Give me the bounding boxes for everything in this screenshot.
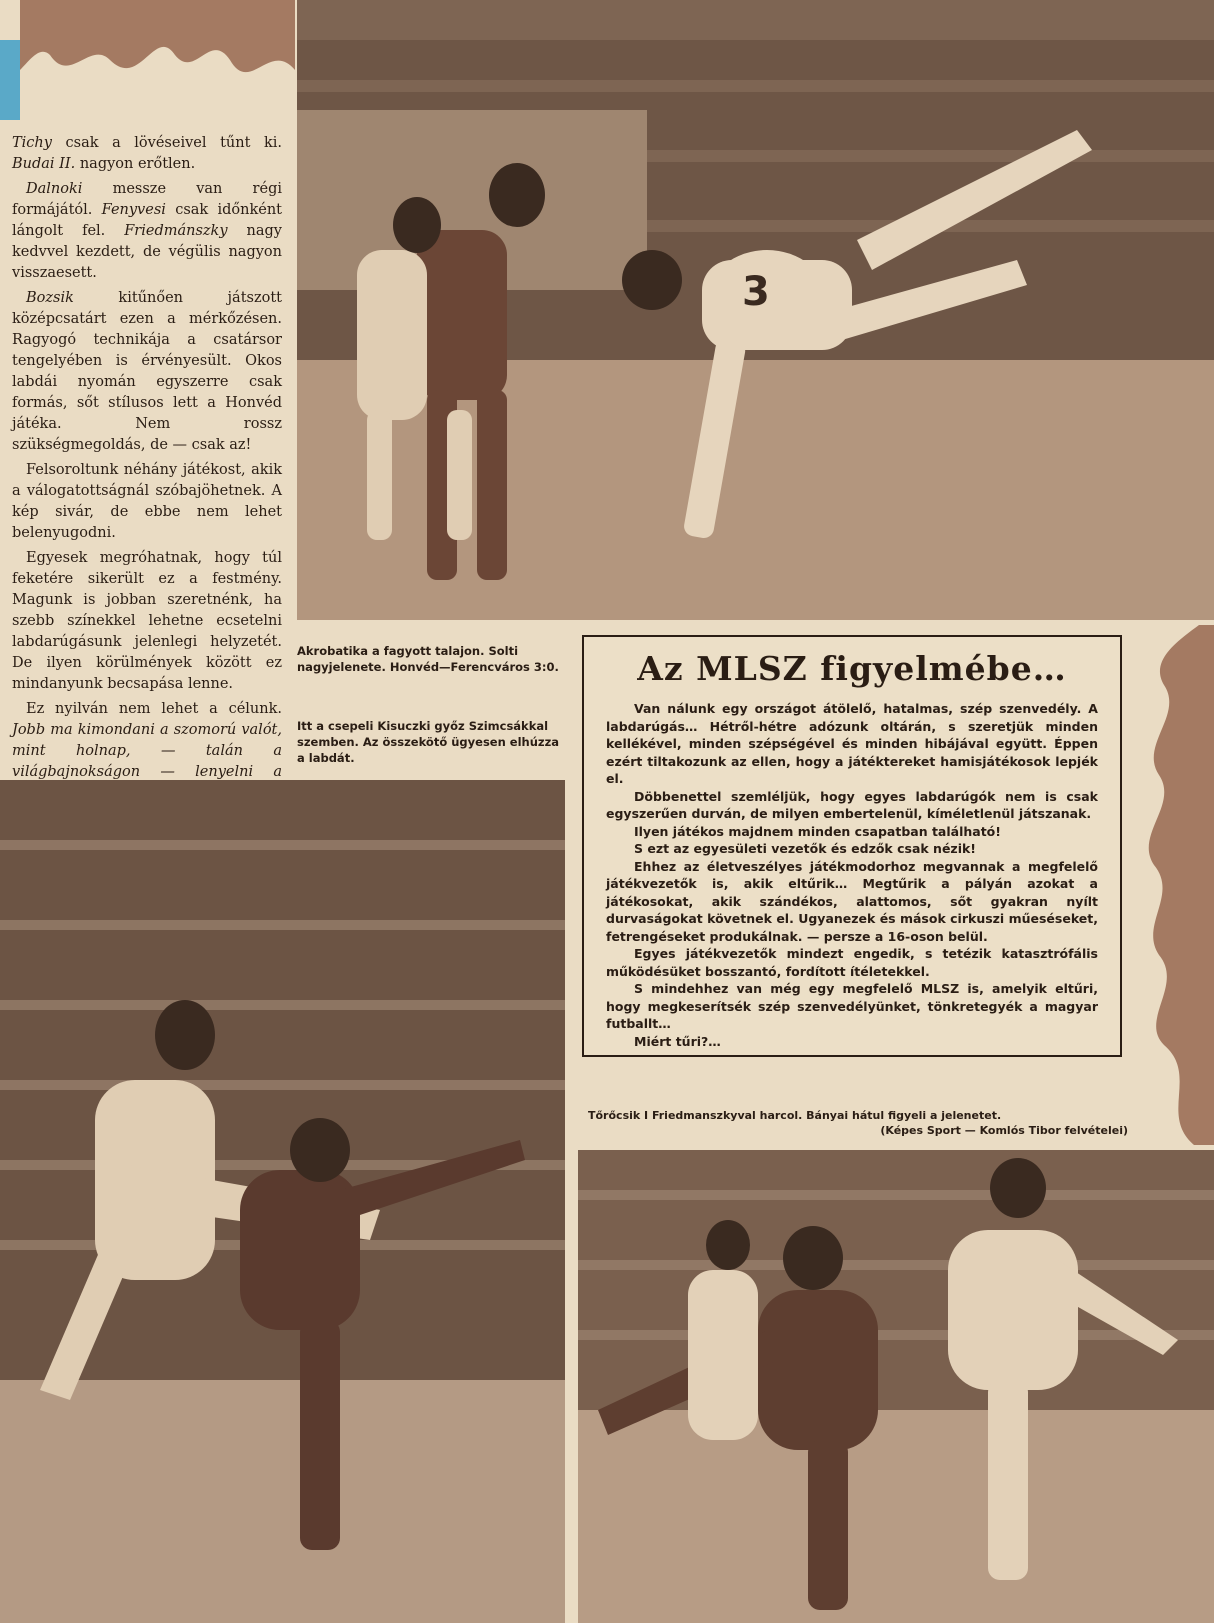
photo-torocsik [578, 1150, 1214, 1623]
photo-acrobatics [297, 0, 1214, 620]
article-paragraph [12, 288, 282, 456]
box-paragraph: Egyes játékvezetők mindezt engedik, s tetézik katasztrófális működésüket bosszantó, fordított ítéletekkel. [606, 946, 1098, 979]
article-text-segment: Fenyvesi [101, 202, 166, 218]
article-text-segment: kitűnően játszott középcsatárt ezen a mérkőzésen. Ragyogó technikája a csatársor tengelyében is érvényesült. Okos labdái nyomán egyszerre csak formás, sőt stílusos lett a Honvéd játéka. Nem rossz szükségmegoldás, de — csak az! [12, 290, 282, 453]
blue-tab-edge [0, 40, 20, 120]
article-text-segment: Dalnoki [26, 181, 83, 197]
article-body [12, 133, 282, 839]
article-text-segment: csak a lövéseivel tűnt ki. [51, 135, 282, 151]
article-text-segment: Bozsik [26, 290, 74, 306]
box-paragraph: Van nálunk egy országot átölelő, hatalmas, szép szenvedély. A labdarúgás… Hétről-hétre adózunk oltárán, s szeretjük minden kellékével, minden szépségével és minden hibájával együtt. Éppen ezért tiltakozunk az ellen, hogy a játéktereket hamisjátékosok lepjék el. [606, 701, 1098, 786]
article-text-segment: Friedmánszky [124, 223, 228, 239]
caption-photo-acrobatics: Akrobatika a fagyott talajon. Solti nagyjelenete. Honvéd—Ferencváros 3:0. [297, 644, 559, 674]
caption-torocsik-text: Tőrőcsik I Friedmanszkyval harcol. Bányai hátul figyeli a jelenetet. [588, 1109, 1002, 1122]
article-paragraph [12, 179, 282, 284]
caption-photo-kisuczki: Itt a csepeli Kisuczki győz Szimcsákkal szemben. Az összekötő ügyesen elhúzza a labdát. [297, 719, 560, 765]
article-text-segment: messze van régi formájától. [12, 181, 282, 218]
article-text-segment: Budai II. [12, 156, 76, 172]
box-paragraph: Miért tűri?… [634, 1033, 721, 1049]
jersey-number: 3 [742, 269, 770, 315]
decorative-wave-band [0, 0, 295, 120]
photo-kisuczki [0, 780, 565, 1623]
article-text-segment: nagy kedvvel kezdett, de végülis nagyon visszaesett. [12, 223, 282, 281]
box-text [606, 700, 1098, 1050]
article-text-segment: Tichy [12, 135, 52, 151]
box-paragraph: Ehhez az életveszélyes játékmodorhoz megvannak a megfelelő játékvezetők is, akik eltűrik… Megtűrik a pályán azokat a játékosokat, akik szándékos, alattomos, sőt gyakran nyílt durvaságokat követnek el. Ugyanezek és mások cirkuszi műeséseket, fetrengéseket produkálnak. — persze a 16-oson belül. [606, 858, 1098, 944]
mlsz-boxed-article [582, 635, 1122, 1057]
article-text-segment: Ez nyilván nem lehet a célunk. [26, 701, 282, 717]
caption-credit: (Képes Sport — Komlós Tibor felvételei) [880, 1124, 1128, 1137]
box-paragraph: S mindehhez van még egy megfelelő MLSZ is, amelyik eltűri, hogy megkeserítsék szép szenvedélyünket, tönkretegyék a magyar futballt… [606, 981, 1098, 1031]
article-paragraph [12, 548, 282, 695]
article-text-segment: Egyesek megróhatnak, hogy túl feketére sikerült ez a festmény. Magunk is jobban szeretnénk, ha szebb színekkel lehetne ecsetelni labdarúgásunk jelenlegi helyzetét. De ilyen körülmények között ez mindanyunk becsapása lenne. [12, 550, 282, 692]
box-paragraph: S ezt az egyesületi vezetők és edzők csak nézik! [634, 841, 976, 856]
box-paragraph: Döbbenettel szemléljük, hogy egyes labdarúgók nem is csak egyszerűen durván, de milyen embertelenül, kíméletlenül játszanak. [606, 788, 1098, 821]
decorative-wave-right [1139, 625, 1214, 1145]
box-paragraph: Ilyen játékos majdnem minden csapatban található! [634, 823, 1001, 839]
article-paragraph [12, 460, 282, 544]
article-text-segment: nagyon erőtlen. [75, 156, 196, 172]
article-text-segment: Jobb ma kimondani a szomorú valót, mint holnap, — talán a világbajnokságon — lenyelni a [12, 722, 282, 780]
article-text-segment: Felsoroltunk néhány játékost, akik a válogatottságnál szóbajöhetnek. A kép sivár, de ebbe nem lehet belenyugodni. [12, 462, 282, 541]
box-title: Az MLSZ figyelmébe… [637, 649, 1067, 688]
article-paragraph [12, 133, 282, 175]
article-text-segment: csak időnként lángolt fel. [12, 202, 283, 239]
caption-photo-torocsik [588, 1108, 1128, 1138]
